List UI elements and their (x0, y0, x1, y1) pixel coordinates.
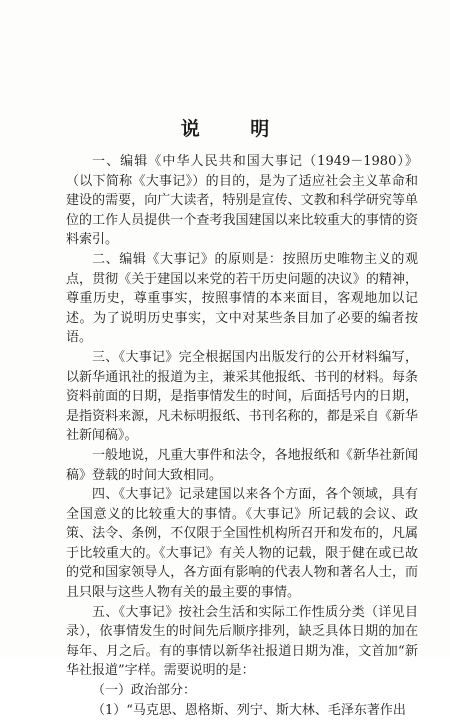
paragraph-5: 四、《大事记》记录建国以来各个方面，各个领域，具有全国意义的比较重大的事情。《大事记》所记载的会议、政策、法令、条例，不仅限于全国性机构所召开和发布的，凡属于比较重大的。《大事记》有关人物的记载，限于健在或已故的党和国家领导人，各方面有影响的代表人物和著名人士，而且只限与这些人物有关的最主要的事情。 (66, 487, 418, 601)
paragraph-4: 一般地说，凡重大事件和法令，各地报纸和《新华社新闻稿》登载的时间大致相同。 (66, 447, 418, 483)
subheading-item-1: （1）“马克思、恩格斯、列宁、斯大林、毛泽东著作出 (92, 702, 406, 718)
page-title: 说 明 (180, 118, 292, 140)
document-body (66, 152, 418, 720)
paragraph-3: 三、《大事记》完全根据国内出版发行的公开材料编写，以新华通讯社的报道为主，兼采其他报纸、书刊的材料。每条资料前面的日期，是指事情发生的时间，后面括号内的日期，是指资料来源，凡未标明报纸、书刊名称的，都是采自《新华社新闻稿》。 (66, 349, 418, 444)
paragraph-2: 二、编辑《大事记》的原则是：按照历史唯物主义的观点，贯彻《关于建国以来党的若干历史问题的决议》的精神，尊重历史，尊重事实，按照事情的本来面目，客观地加以记述。为了说明历史事实，文中对某些条目加了必要的编者按语。 (66, 251, 418, 346)
paragraph-6: 五、《大事记》按社会生活和实际工作性质分类（详见目录），依事情发生的时间先后顺序排列，缺乏具体日期的加在每年、月之后。有的事情以新华社报道日期为准，文首加“新华社报道”字样。需要说明的是： (66, 604, 418, 679)
subheading-politics: （一）政治部分： (92, 683, 197, 699)
paragraph-1: 一、编辑《中华人民共和国大事记（1949－1980）》（以下简称《大事记》）的目的，是为了适应社会主义革命和建设的需要，向广大读者，特别是宣传、文教和科学研究等单位的工作人员提供一个查考我国建国以来比较重大的事情的资料索引。 (66, 154, 418, 248)
